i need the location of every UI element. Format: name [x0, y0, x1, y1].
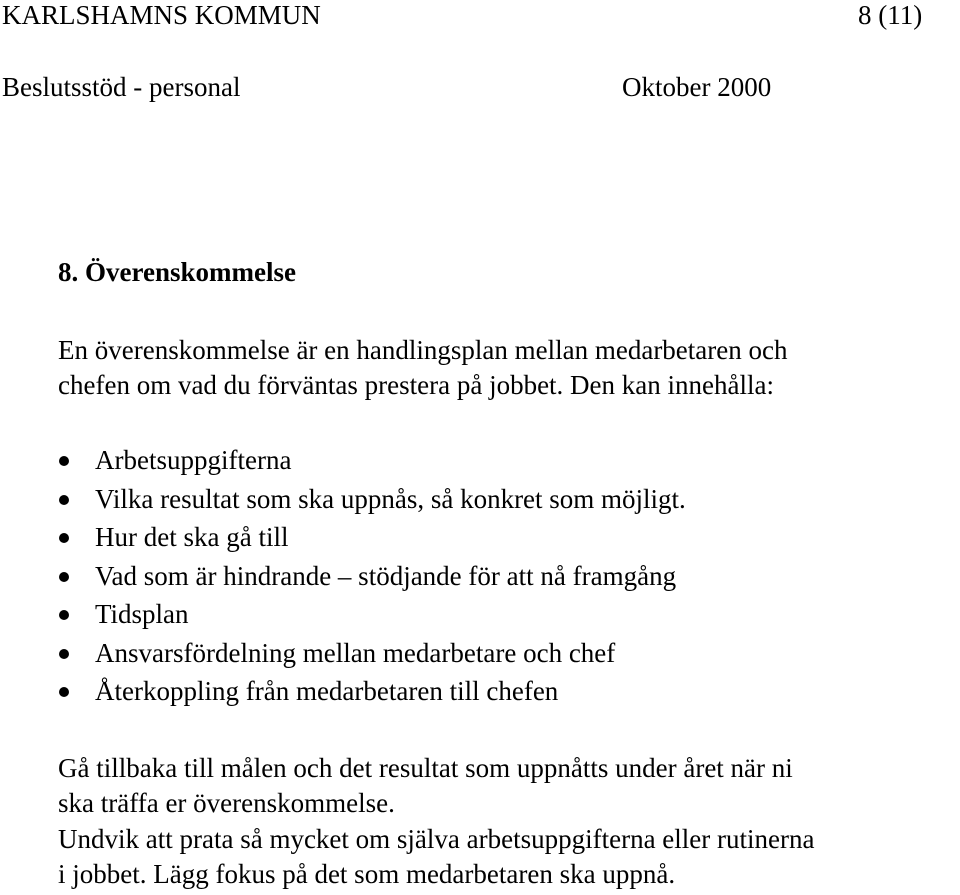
outro-line-3: Undvik att prata så mycket om själva arbetsuppgifterna eller rutinerna: [58, 824, 815, 854]
bullet-icon: [59, 687, 69, 697]
bullet-icon: [59, 495, 69, 505]
bullet-icon: [59, 533, 69, 543]
list-item-text: Vilka resultat som ska uppnås, så konkret som möjligt.: [95, 483, 686, 514]
header-organization: KARLSHAMNS KOMMUN: [2, 0, 321, 30]
list-item-text: Vad som är hindrande – stödjande för att nå framgång: [95, 560, 677, 591]
list-item-text: Arbetsuppgifterna: [95, 445, 292, 475]
bullet-icon: [59, 456, 69, 466]
list-item-text: Tidsplan: [95, 599, 189, 629]
intro-line-2: chefen om vad du förväntas prestera på jobbet. Den kan innehålla:: [58, 370, 774, 400]
outro-line-2: ska träffa er överenskommelse.: [58, 788, 395, 818]
bullet-icon: [59, 649, 69, 659]
bullet-icon: [59, 572, 69, 582]
list-item-text: Hur det ska gå till: [95, 522, 289, 552]
section-heading: 8. Överenskommelse: [58, 257, 296, 287]
outro-line-1: Gå tillbaka till målen och det resultat som uppnåtts under året när ni: [58, 753, 793, 783]
intro-line-1: En överenskommelse är en handlingsplan mellan medarbetaren och: [58, 335, 788, 365]
header-page-number: 8 (11): [858, 0, 923, 30]
list-item-text: Ansvarsfördelning mellan medarbetare och chef: [95, 637, 616, 668]
list-item-text: Återkoppling från medarbetaren till chefen: [95, 676, 559, 706]
outro-line-4: i jobbet. Lägg fokus på det som medarbetaren ska uppnå.: [58, 859, 676, 889]
bullet-icon: [59, 610, 69, 620]
header-date: Oktober 2000: [622, 72, 772, 102]
header-document-title: Beslutsstöd - personal: [2, 72, 241, 102]
